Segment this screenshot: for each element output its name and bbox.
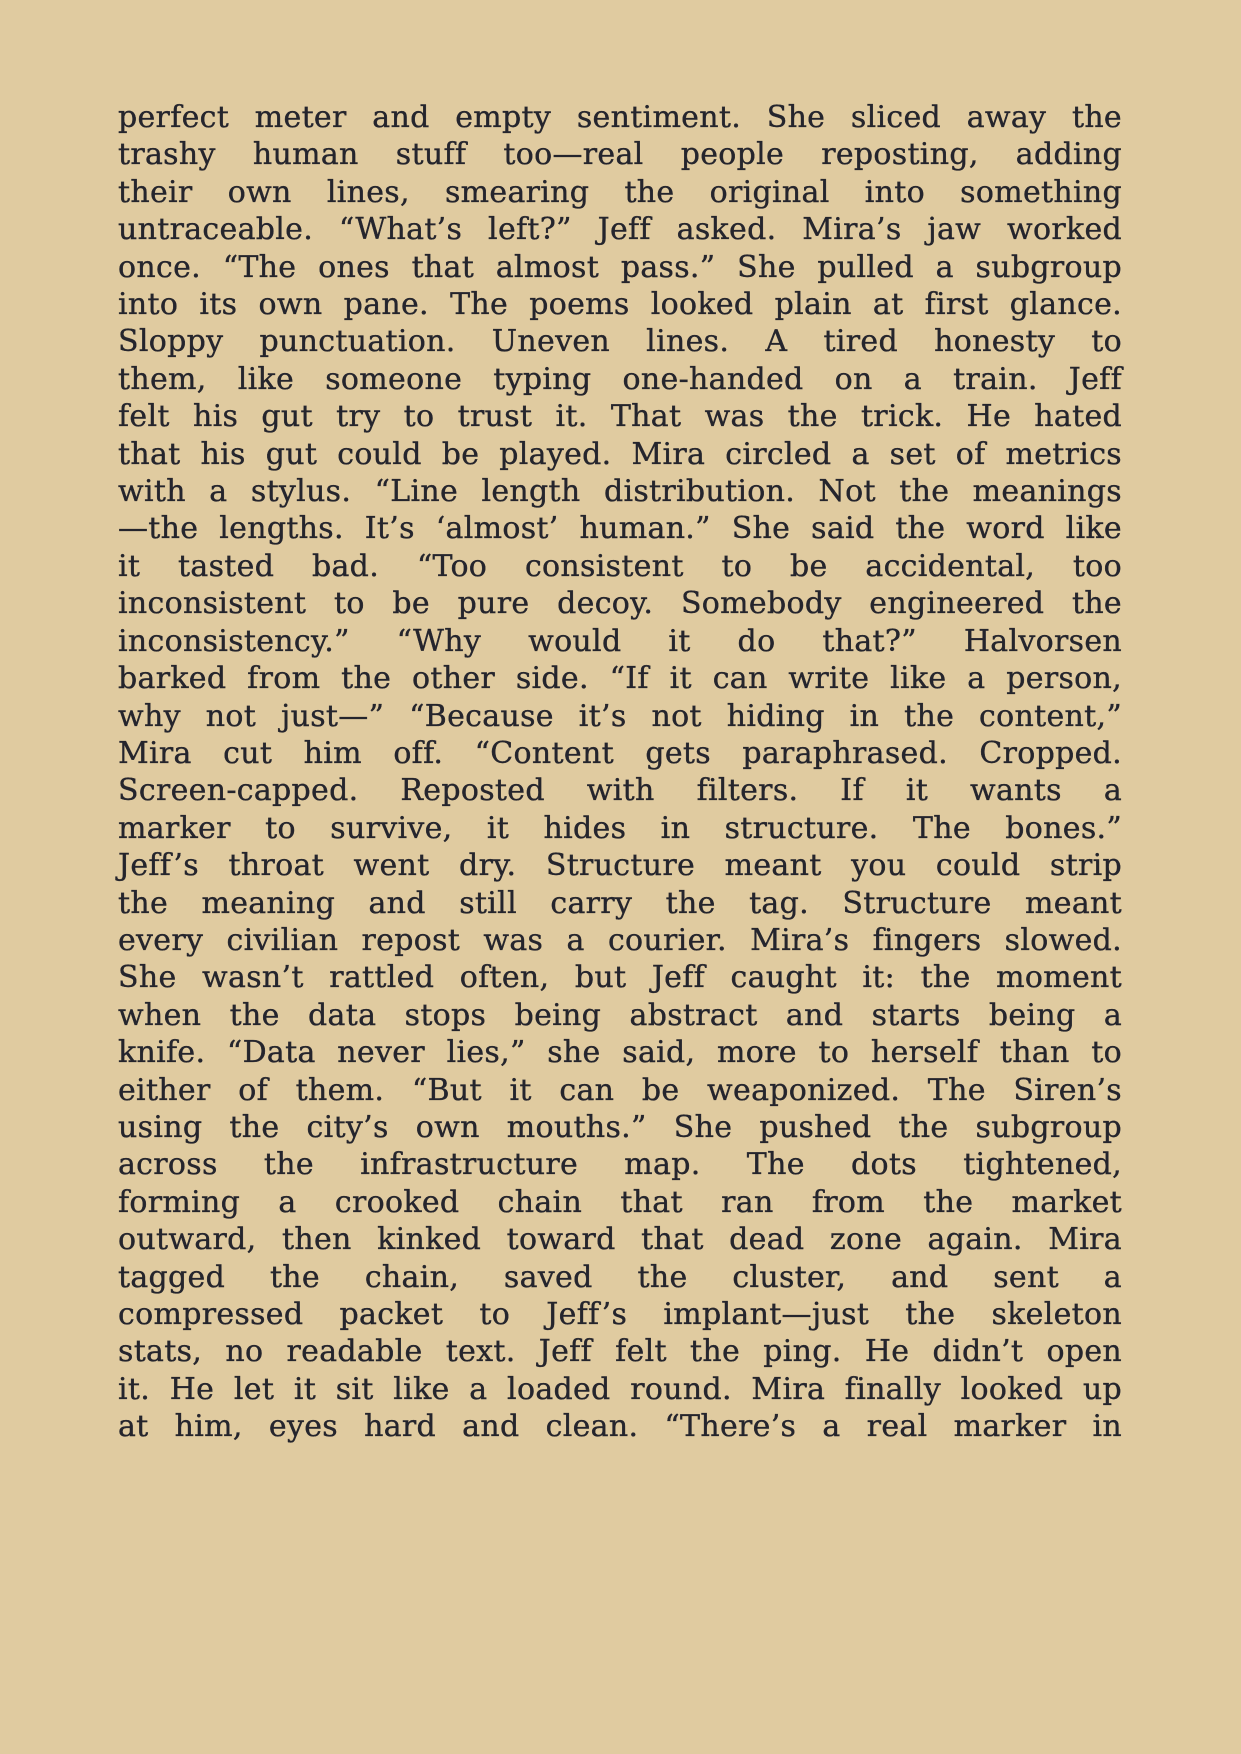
text-line: stats, no readable text. Jeff felt the ping. He didn’t open [118,1334,1122,1370]
text-line: —the lengths. It’s ‘almost’ human.” She said the word like [118,511,1122,547]
text-line: Screen-capped. Reposted with filters. If it wants a [118,773,1122,809]
text-line: marker to survive, it hides in structure. The bones.” [118,810,1122,846]
text-line: why not just—” “Because it’s not hiding in the content,” [118,698,1122,734]
text-line: outward, then kinked toward that dead zone again. Mira [118,1222,1122,1258]
text-line: Jeff’s throat went dry. Structure meant you could strip [118,848,1122,884]
text-line: into its own pane. The poems looked plain at first glance. [118,287,1122,323]
text-line: that his gut could be played. Mira circled a set of metrics [118,436,1122,472]
text-line: inconsistent to be pure decoy. Somebody engineered the [118,586,1122,622]
text-line: across the infrastructure map. The dots tightened, [118,1147,1122,1183]
text-line: the meaning and still carry the tag. Structure meant [118,885,1122,921]
text-line: Sloppy punctuation. Uneven lines. A tired honesty to [118,324,1122,360]
text-line: She wasn’t rattled often, but Jeff caught it: the moment [118,960,1122,996]
text-line: them, like someone typing one-handed on a train. Jeff [118,361,1122,397]
story-text-block [118,99,1122,1446]
text-line: untraceable. “What’s left?” Jeff asked. Mira’s jaw worked [118,212,1122,248]
text-line: forming a crooked chain that ran from the market [118,1184,1122,1220]
text-line: at him, eyes hard and clean. “There’s a real marker in [118,1409,1122,1445]
text-line: using the city’s own mouths.” She pushed the subgroup [118,1109,1122,1145]
text-line: tagged the chain, saved the cluster, and sent a [118,1259,1122,1295]
text-line: trashy human stuff too—real people reposting, adding [118,137,1122,173]
text-line: Mira cut him off. “Content gets paraphrased. Cropped. [118,735,1122,771]
text-line: perfect meter and empty sentiment. She sliced away the [118,100,1122,135]
text-line: once. “The ones that almost pass.” She pulled a subgroup [118,249,1122,285]
text-line: with a stylus. “Line length distribution. Not the meanings [118,474,1122,510]
text-line: felt his gut try to trust it. That was the trick. He hated [118,399,1122,435]
text-line: it. He let it sit like a loaded round. Mira finally looked up [118,1371,1122,1407]
text-line: either of them. “But it can be weaponized. The Siren’s [118,1072,1122,1108]
text-line: barked from the other side. “If it can write like a person, [118,661,1122,697]
text-line: every civilian repost was a courier. Mira’s fingers slowed. [118,922,1122,958]
text-line: knife. “Data never lies,” she said, more to herself than to [118,1035,1122,1071]
text-line: it tasted bad. “Too consistent to be accidental, too [118,548,1122,584]
text-line: compressed packet to Jeff’s implant—just the skeleton [118,1297,1122,1332]
text-line: inconsistency.” “Why would it do that?” Halvorsen [118,623,1122,659]
text-line: when the data stops being abstract and starts being a [118,997,1122,1033]
text-line: their own lines, smearing the original into something [118,174,1122,210]
